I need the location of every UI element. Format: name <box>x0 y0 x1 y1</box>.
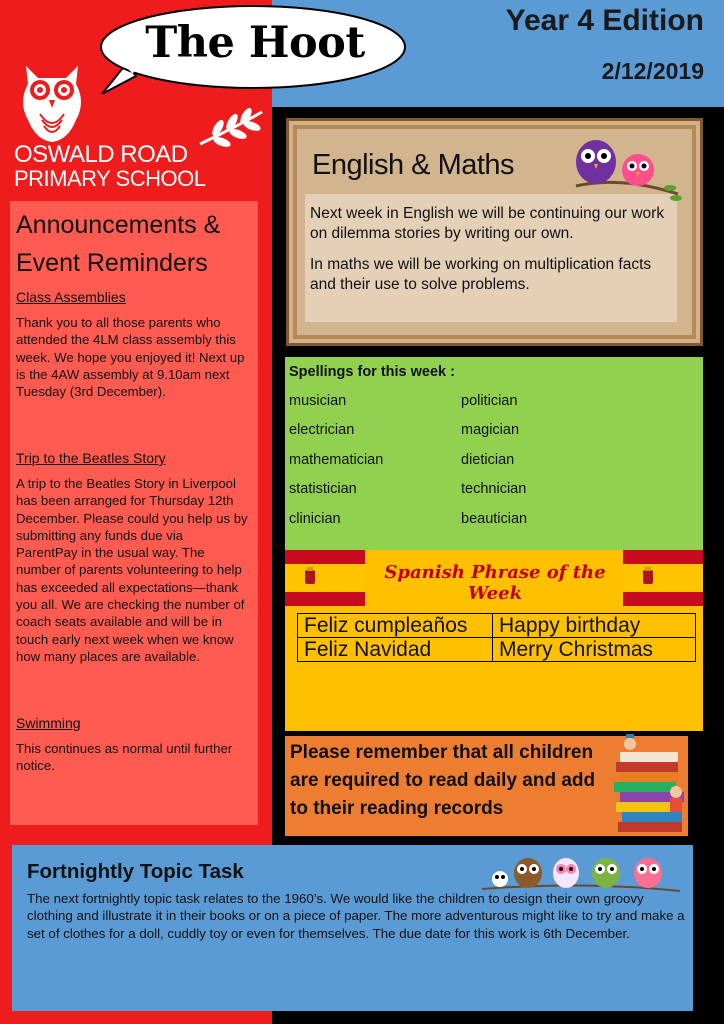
spanish-phrase: Feliz Navidad <box>298 638 493 662</box>
newsletter-title: The Hoot <box>145 18 365 68</box>
english-maths-title: English & Maths <box>312 149 515 181</box>
class-assemblies-heading: Class Assemblies <box>16 289 126 305</box>
issue-date: 2/12/2019 <box>601 58 704 84</box>
olive-branch-icon <box>198 106 264 150</box>
english-phrase: Happy birthday <box>493 614 696 638</box>
spellings-title: Spellings for this week : <box>289 364 455 380</box>
topic-text: The next fortnightly topic task relates to the 1960’s. We would like the children to design their own groovy clothing and illustrate it in their books or on a piece of paper. The more adventurous might like to try and make a set of clothes for a doll, cuddly toy or even for themselves. The due date for this work is 6th December. <box>27 891 685 941</box>
edition-label: Year 4 Edition <box>505 4 704 37</box>
school-name-line2: PRIMARY SCHOOL <box>14 166 206 191</box>
spelling-word: technician <box>461 481 527 497</box>
spelling-word: statistician <box>289 481 357 497</box>
beatles-trip-text: A trip to the Beatles Story in Liverpool has been arranged for Thursday 12th December. Please could you help us by submitting any funds due via ParentPay in the usual way. The number of parents volunteering to help has exceeded all expectations—thank you all. We are checking the number of coach seats available and will be in touch early next week when we know how many places are available. <box>16 476 248 664</box>
spelling-word: magician <box>461 422 520 438</box>
phrase-table <box>297 613 696 662</box>
book-stack-icon <box>610 730 692 834</box>
spanish-phrase: Feliz cumpleaños <box>298 614 493 638</box>
topic-title: Fortnightly Topic Task <box>27 860 244 883</box>
owl-logo-icon <box>18 62 86 144</box>
spelling-word: politician <box>461 393 518 409</box>
beatles-trip-heading: Trip to the Beatles Story <box>16 450 166 466</box>
spelling-word: beautician <box>461 511 528 527</box>
spelling-word: electrician <box>289 422 355 438</box>
spanish-title: Spanish Phrase of the Week <box>384 562 606 604</box>
spelling-word: dietician <box>461 452 515 468</box>
owl-row-icon <box>482 851 680 895</box>
swimming-text: This continues as normal until further notice. <box>16 741 233 774</box>
swimming-heading: Swimming <box>16 715 81 731</box>
spanish-flag-icon <box>623 550 703 606</box>
table-row <box>298 638 696 662</box>
maths-text: In maths we will be working on multiplication facts and their use to solve problems. <box>310 256 652 293</box>
class-assemblies-text: Thank you to all those parents who attended the 4LM class assembly this week. We hope you enjoyed it! Next up is the 4AW assembly at 9.10am next Tuesday (3rd December). <box>16 315 245 400</box>
table-row <box>298 614 696 638</box>
owls-on-branch-icon <box>572 136 682 204</box>
reading-reminder: Please remember that all children are required to read daily and add to their reading records <box>290 742 596 819</box>
spanish-flag-icon <box>285 550 365 606</box>
english-phrase: Merry Christmas <box>493 638 696 662</box>
announcements-title: Announcements & Event Reminders <box>16 211 221 277</box>
spelling-word: mathematician <box>289 452 384 468</box>
spelling-word: musician <box>289 393 347 409</box>
english-text: Next week in English we will be continuing our work on dilemma stories by writing our own. <box>310 205 665 242</box>
spelling-word: clinician <box>289 511 341 527</box>
school-name-line1: OSWALD ROAD <box>14 141 188 168</box>
